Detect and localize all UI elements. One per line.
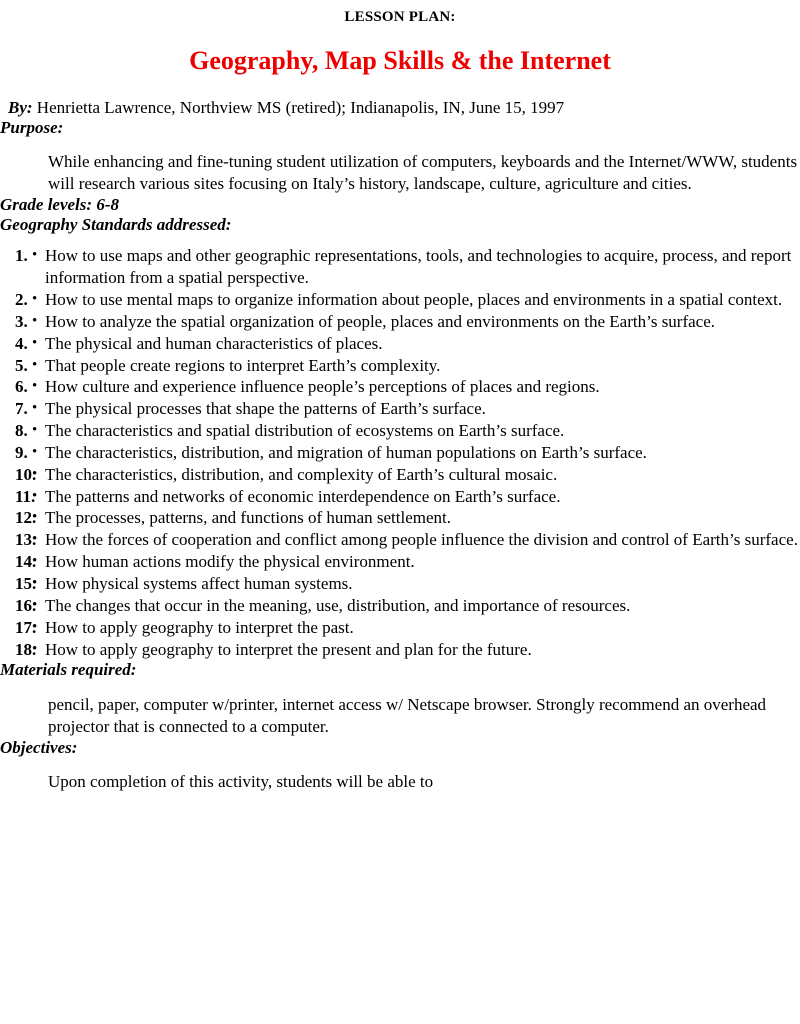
- standard-text: How human actions modify the physical environment.: [45, 552, 415, 572]
- standard-number: 18.: [15, 639, 37, 659]
- standard-text: How to use mental maps to organize information about people, places and environments in a spatial context.: [45, 290, 783, 310]
- standard-number: 13.: [15, 530, 37, 550]
- grade-levels-value: 6-8: [96, 194, 119, 214]
- list-item: [0, 311, 800, 333]
- document-kicker: LESSON PLAN:: [344, 9, 456, 25]
- list-item: [0, 529, 800, 551]
- standard-text: How the forces of cooperation and conflict among people influence the division and control of Earth’s surface.: [45, 530, 798, 550]
- materials-text: pencil, paper, computer w/printer, internet access w/ Netscape browser. Strongly recommend an overhead projector that is connected to a computer.: [48, 694, 767, 736]
- section-heading-standards: Geography Standards addressed:: [0, 214, 232, 234]
- standard-number: 2.: [15, 290, 28, 310]
- list-item: [0, 376, 800, 398]
- list-item: [0, 289, 800, 311]
- page-title: Geography, Map Skills & the Internet: [189, 45, 611, 75]
- standard-number: 15.: [15, 574, 37, 594]
- byline-text: Henrietta Lawrence, Northview MS (retired); Indianapolis, IN, June 15, 1997: [36, 98, 565, 118]
- standard-text: That people create regions to interpret Earth’s complexity.: [45, 355, 441, 375]
- standard-text: The characteristics, distribution, and migration of human populations on Earth’s surface.: [45, 442, 647, 462]
- objectives-text: Upon completion of this activity, students will be able to: [48, 772, 434, 792]
- standard-text: How physical systems affect human systems.: [45, 574, 353, 594]
- standard-text: How to analyze the spatial organization of people, places and environments on the Earth’s surface.: [45, 311, 716, 331]
- standard-text: The patterns and networks of economic interdependence on Earth’s surface.: [45, 486, 561, 506]
- standard-number: 6.: [15, 377, 28, 397]
- list-item: [0, 573, 800, 595]
- standards-list: [0, 245, 800, 660]
- standard-number: 11.: [15, 486, 36, 506]
- section-heading-materials: Materials required:: [0, 660, 137, 680]
- byline-label: By:: [8, 98, 33, 118]
- standard-text: The physical and human characteristics of places.: [45, 333, 383, 353]
- list-item: [0, 442, 800, 464]
- standard-number: 16.: [15, 595, 37, 615]
- list-item: [0, 398, 800, 420]
- byline: [0, 97, 800, 118]
- list-item: [0, 595, 800, 617]
- purpose-text: While enhancing and fine-tuning student utilization of computers, keyboards and the Internet/WWW, students will research various sites focusing on Italy’s history, landscape, culture, agriculture and cities.: [48, 151, 798, 193]
- standard-text: The changes that occur in the meaning, use, distribution, and importance of resources.: [45, 595, 631, 615]
- list-item: [0, 333, 800, 355]
- standard-number: 17.: [15, 617, 37, 637]
- standard-text: The processes, patterns, and functions of human settlement.: [45, 508, 451, 528]
- list-item: [0, 617, 800, 639]
- standard-text: How to apply geography to interpret the present and plan for the future.: [45, 639, 532, 659]
- standard-number: 3.: [15, 311, 28, 331]
- list-item: [0, 639, 800, 661]
- list-item: [0, 551, 800, 573]
- section-heading-purpose: Purpose:: [0, 118, 64, 138]
- standard-number: 1.: [15, 246, 28, 266]
- standard-text: The characteristics and spatial distribution of ecosystems on Earth’s surface.: [45, 421, 565, 441]
- list-item: [0, 355, 800, 377]
- standard-text: How culture and experience influence people’s perceptions of places and regions.: [45, 377, 600, 397]
- standard-number: 8.: [15, 421, 28, 441]
- standard-text: How to apply geography to interpret the past.: [45, 617, 354, 637]
- standard-number: 10.: [15, 464, 37, 484]
- list-item: [0, 420, 800, 442]
- section-heading-objectives: Objectives:: [0, 737, 78, 757]
- standard-number: 9.: [15, 442, 28, 462]
- list-item: [0, 486, 800, 508]
- standard-text: The characteristics, distribution, and complexity of Earth’s cultural mosaic.: [45, 464, 558, 484]
- list-item: [0, 464, 800, 486]
- standard-number: 7.: [15, 399, 28, 419]
- standard-number: 12.: [15, 508, 37, 528]
- list-item: [0, 245, 800, 289]
- standard-number: 5.: [15, 355, 28, 375]
- standard-text: How to use maps and other geographic representations, tools, and technologies to acquire, process, and report information from a spatial perspective.: [45, 246, 792, 288]
- section-heading-grade-levels: [0, 195, 800, 215]
- grade-levels-label: Grade levels:: [0, 194, 93, 214]
- standard-number: 14.: [15, 552, 37, 572]
- standard-number: 4.: [15, 333, 28, 353]
- list-item: [0, 507, 800, 529]
- standard-text: The physical processes that shape the patterns of Earth’s surface.: [45, 399, 486, 419]
